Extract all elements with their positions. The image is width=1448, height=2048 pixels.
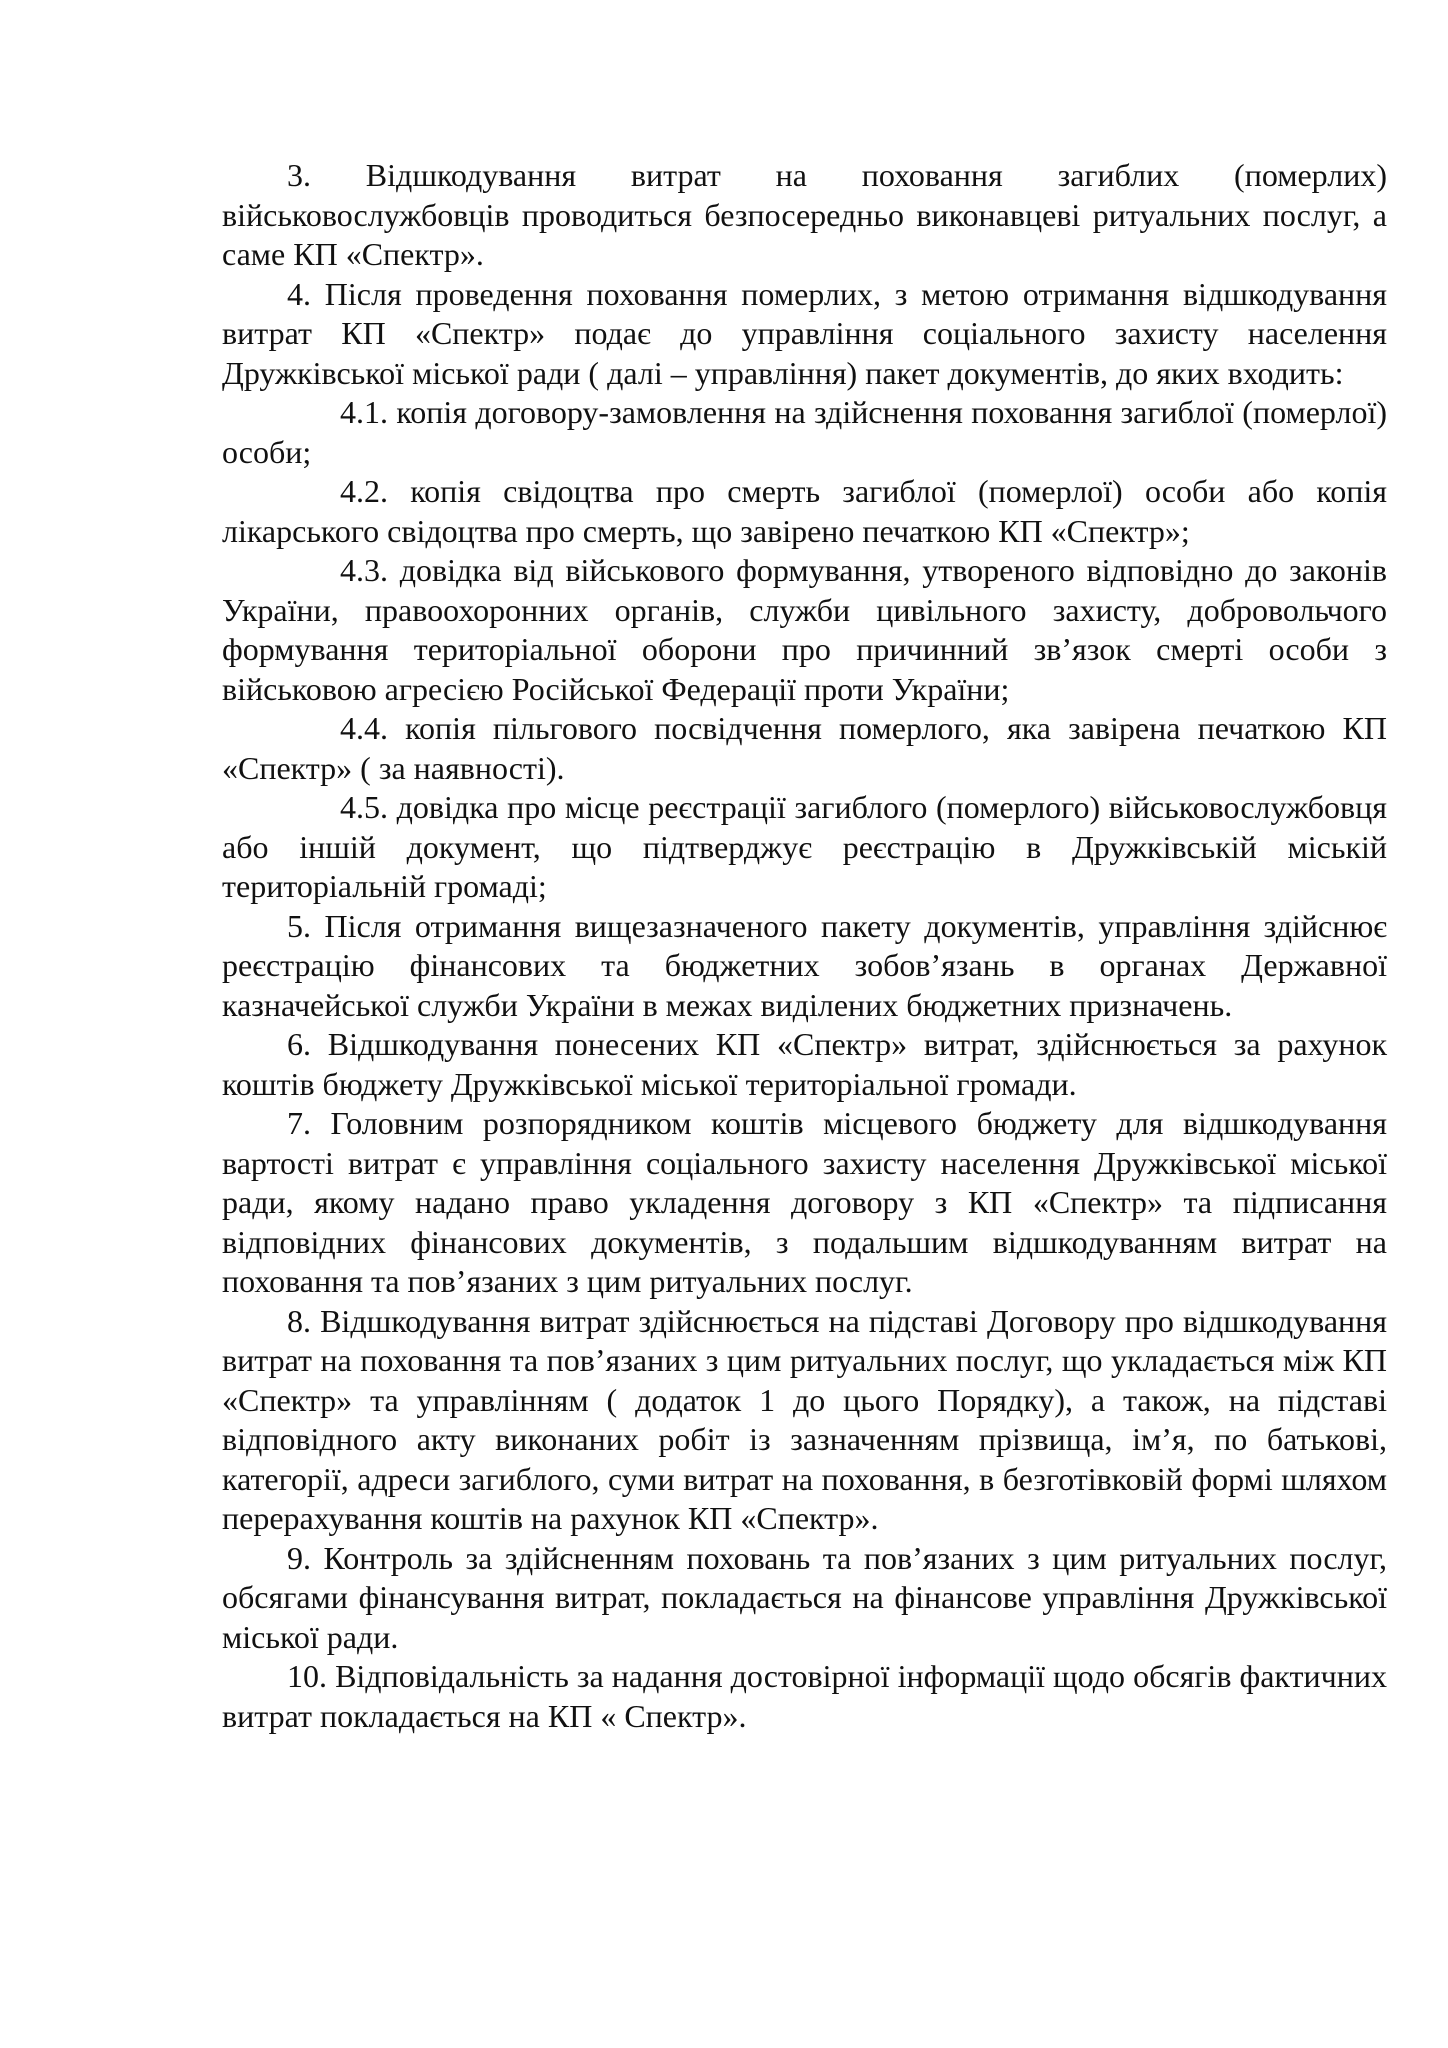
paragraph-4-2: 4.2. копія свідоцтва про смерть загиблої (померлої) особи або копія лікарського свідоцтва про смерть, що завірено печаткою КП «Спектр»; [222, 473, 1387, 549]
document-body [222, 156, 1387, 1736]
paragraph-8: 8. Відшкодування витрат здійснюється на підставі Договору про відшкодування витрат на поховання та пов’язаних з цим ритуальних послуг, що укладається між КП «Спектр» та управлінням ( додаток 1 до цього Порядку), а також, на підставі відповідного акту виконаних робіт із зазначенням прізвища, ім’я, по батькові, категорії, адреси загиблого, суми витрат на поховання, в безготівковій формі шляхом перерахування коштів на рахунок КП «Спектр». [222, 1302, 1387, 1536]
paragraph-4: 4. Після проведення поховання померлих, з метою отримання відшкодування витрат КП «Спектр» подає до управління соціального захисту населення Дружківської міської ради ( далі – управління) пакет документів, до яких входить: [222, 275, 1387, 391]
paragraph-4-5: 4.5. довідка про місце реєстрації загиблого (померлого) військовослужбовця або іншій документ, що підтверджує реєстрацію в Дружківській міській територіальній громаді; [222, 789, 1387, 904]
paragraph-7: 7. Головним розпорядником коштів місцевого бюджету для відшкодування вартості витрат є управління соціального захисту населення Дружківської міської ради, якому надано право укладення договору з КП «Спектр» та підписання відповідних фінансових документів, з подальшим відшкодуванням витрат на поховання та пов’язаних з цим ритуальних послуг. [222, 1105, 1387, 1299]
paragraph-10: 10. Відповідальність за надання достовірної інформації щодо обсягів фактичних витрат покладається на КП « Спектр». [222, 1658, 1387, 1734]
paragraph-6: 6. Відшкодування понесених КП «Спектр» витрат, здійснюється за рахунок коштів бюджету Дружківської міської територіальної громади. [222, 1026, 1387, 1102]
paragraph-3: 3. Відшкодування витрат на поховання загиблих (померлих) військовослужбовців проводиться безпосередньо виконавцеві ритуальних послуг, а саме КП «Спектр». [222, 157, 1387, 272]
paragraph-5: 5. Після отримання вищезазначеного пакету документів, управління здійснює реєстрацію фінансових та бюджетних зобов’язань в органах Державної казначейської служби України в межах виділених бюджетних призначень. [222, 907, 1387, 1023]
paragraph-9: 9. Контроль за здійсненням поховань та пов’язаних з цим ритуальних послуг, обсягами фінансування витрат, покладається на фінансове управління Дружківської міської ради. [222, 1539, 1387, 1655]
paragraph-4-3: 4.3. довідка від військового формування, утвореного відповідно до законів України, правоохоронних органів, служби цивільного захисту, добровольчого формування територіальної оборони про причинний зв’язок смерті особи з військовою агресією Російської Федерації проти України; [222, 552, 1387, 707]
paragraph-4-4: 4.4. копія пільгового посвідчення померлого, яка завірена печаткою КП «Спектр» ( за наявності). [222, 710, 1387, 786]
paragraph-4-1: 4.1. копія договору-замовлення на здійснення поховання загиблої (померлої) особи; [222, 394, 1387, 470]
